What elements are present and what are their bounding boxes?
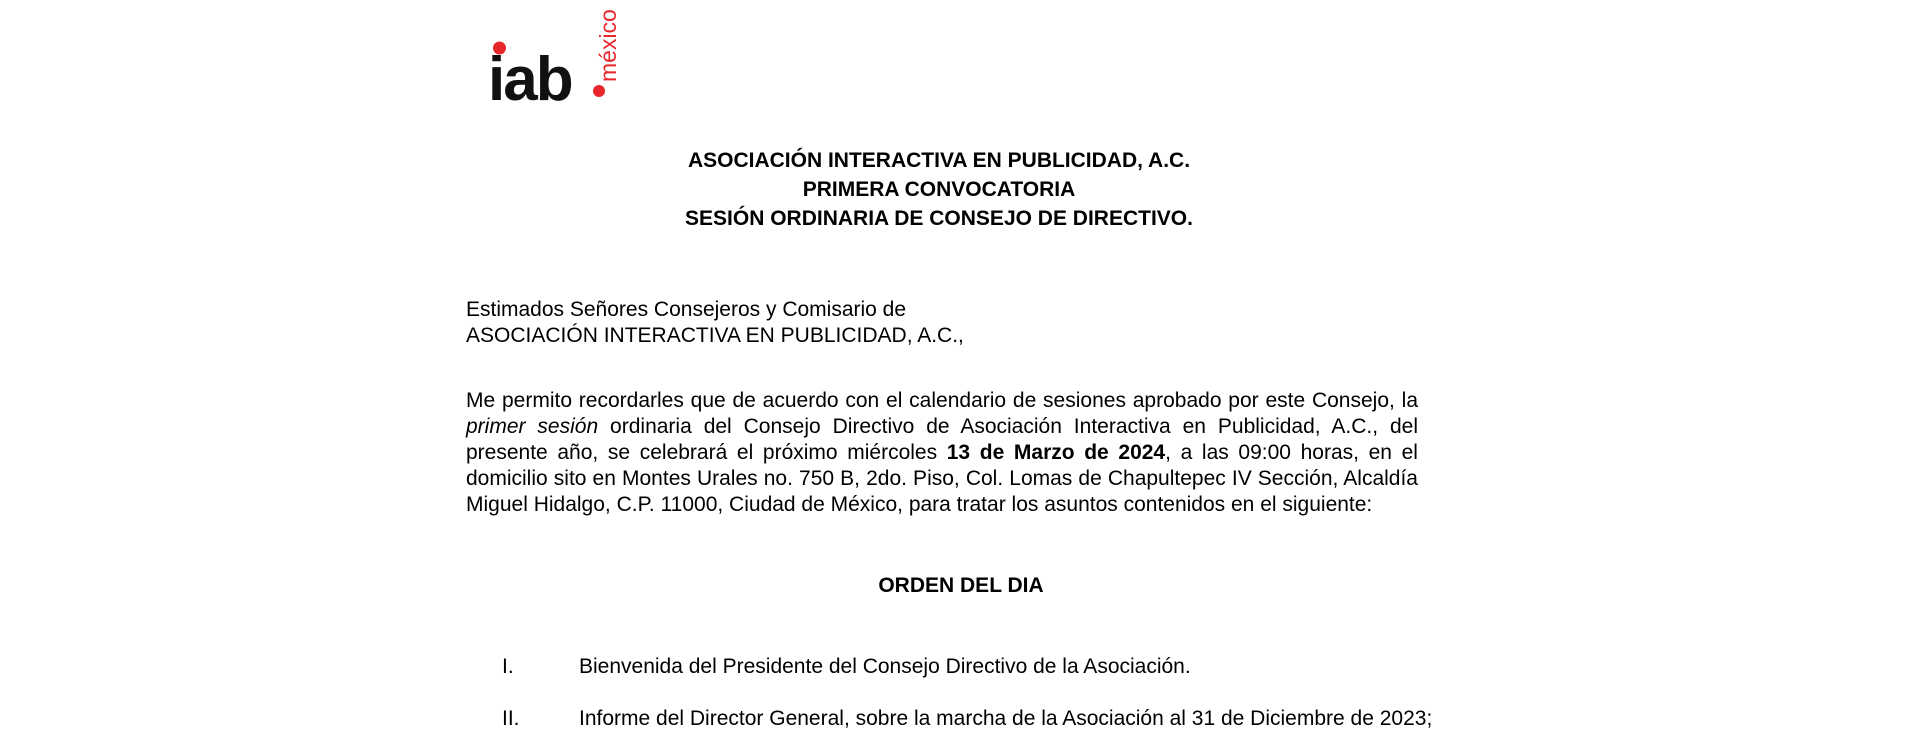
intro-text-part-3: , a las 09:00 horas, en el domicilio sito en Montes Urales no. 750 B, 2do. Piso, Col. Lomas de Chapultepec IV Sección, Alcaldía Miguel Hidalgo, C.P. 11000, Ciudad de México, para tratar los asuntos contenidos en el siguiente: — [466, 441, 1418, 516]
intro-text-part-1: Me permito recordarles que de acuerdo con el calendario de sesiones aprobado por este Consejo, la — [466, 389, 1418, 412]
iab-mexico-logo — [488, 0, 628, 110]
greeting-line-2: ASOCIACIÓN INTERACTIVA EN PUBLICIDAD, A.C., — [466, 324, 964, 347]
intro-text-part-2: ordinaria del Consejo Directivo de Asociación Interactiva en Publicidad, A.C., del presente año, se celebrará el próximo miércoles — [466, 415, 1418, 464]
header-session-type: SESIÓN ORDINARIA DE CONSEJO DE DIRECTIVO. — [685, 207, 1193, 230]
document-header — [0, 146, 1920, 233]
header-association-name: ASOCIACIÓN INTERACTIVA EN PUBLICIDAD, A.C. — [687, 149, 1191, 172]
agenda-item-number: I. — [502, 655, 514, 678]
greeting-line-1: Estimados Señores Consejeros y Comisario de — [466, 298, 907, 321]
intro-italic-session: primer sesión — [466, 415, 599, 438]
logo-vertical-text: méxico — [595, 9, 621, 82]
logo-main-text: iab — [488, 45, 572, 110]
agenda-item-text: Bienvenida del Presidente del Consejo Directivo de la Asociación. — [579, 655, 1191, 678]
logo-red-dot — [593, 85, 605, 97]
agenda-item-number: II. — [502, 707, 520, 730]
greeting — [466, 297, 1418, 349]
agenda-item-text: Informe del Director General, sobre la marcha de la Asociación al 31 de Diciembre de 2023; — [579, 707, 1433, 730]
intro-paragraph — [466, 388, 1418, 518]
intro-bold-date: 13 de Marzo de 2024 — [946, 441, 1166, 464]
agenda-title: ORDEN DEL DIA — [878, 574, 1044, 597]
header-convocatoria: PRIMERA CONVOCATORIA — [802, 178, 1076, 201]
